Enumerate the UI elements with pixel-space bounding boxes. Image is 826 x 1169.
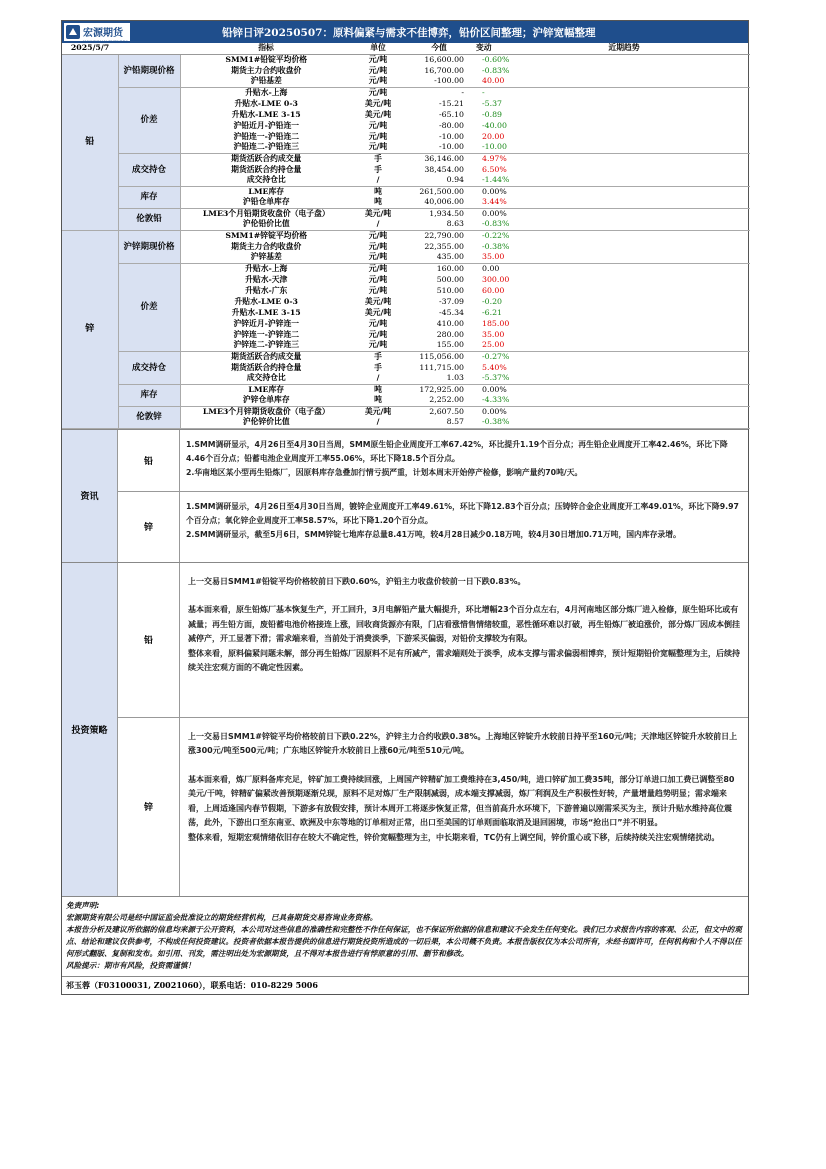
indicator-value: -100.00 — [404, 76, 474, 87]
table-row — [62, 384, 750, 395]
indicator-change: 5.40% — [482, 362, 507, 372]
indicator-value: 500.00 — [436, 274, 464, 284]
strategy-lead-para: 上一交易日SMM1#铅锭平均价格较前日下跌0.60%，沪铅主力收盘价较前一日下跌0.83%。 — [188, 576, 526, 586]
indicator-value: 2,607.50 — [429, 406, 464, 416]
indicator-name: 沪铅基差 — [180, 76, 352, 87]
indicator-unit: 手 — [374, 362, 382, 372]
indicator-name: 沪伦锌价比值 — [180, 417, 352, 428]
news-lead-line: 1.SMM调研显示，4月26日至4月30日当周，SMM原生铅企业周度开工率67.42%，环比提升1.19个百分点；再生铅企业周度开工率42.46%，环比下降4.46个百分点；铅蓄电池企业周度开工率55.06%，环比下降18.5个百分点。 — [186, 439, 728, 463]
col-value: 今值 — [404, 43, 474, 54]
indicator-value: -10.00 — [404, 142, 474, 153]
indicator-name: 期货活跃合约持仓量 — [231, 164, 302, 174]
strategy-zinc-para: 上一交易日SMM1#锌锭平均价格较前日下跌0.22%，沪锌主力合约收跌0.38%。上海地区锌锭升水较前日持平至160元/吨；天津地区锌锭升水较前日上涨300元/吨至500元/吨；广东地区锌锭升水较前日上涨60元/吨至510元/吨。 — [188, 731, 738, 755]
indicator-change: 25.00 — [474, 340, 750, 351]
indicator-value: 111,715.00 — [419, 362, 464, 372]
table-row — [62, 186, 750, 197]
indicator-unit: 元/吨 — [368, 285, 388, 295]
indicator-unit: 手 — [374, 351, 382, 361]
indicator-change: -0.83% — [482, 65, 510, 75]
indicator-name: 期货活跃合约成交量 — [231, 153, 302, 163]
strategy-lead-para: 整体来看，原料偏紧问题未解，部分再生铅炼厂因原料不足有所减产，需求端则处于淡季，成本支撑与需求偏弱相博弈，预计短期铅价宽幅整理为主，后续持续关注宏观方面的不确定性因素。 — [188, 648, 740, 672]
indicator-change: 20.00 — [482, 131, 505, 141]
indicator-name: LME库存 — [248, 384, 285, 394]
indicator-value: 22,355.00 — [424, 241, 464, 251]
indicator-value: 2,252.00 — [404, 395, 474, 406]
indicator-unit: 美元/吨 — [364, 296, 392, 306]
group-label: 库存 — [118, 186, 180, 208]
indicator-unit: 吨 — [352, 395, 404, 406]
indicator-unit: 元/吨 — [368, 65, 388, 75]
group-label: 沪锌期现价格 — [118, 230, 180, 263]
indicator-change: -5.37 — [482, 98, 502, 108]
strategy-lead-para: 基本面来看，原生铅炼厂基本恢复生产，开工回升，3月电解铅产量大幅提升，环比增幅23个百分点左右，4月河南地区部分炼厂进入检修，原生铅环比或有减量；再生铅方面，废铅蓄电池价格接连上涨，回收商货源亦有限，门店看涨惜售情绪较重，恶性循环难以打破，再生铅炼厂被迫涨价，部分炼厂因成本倒挂减停产，开工显著下滑；需求端来看，当前处于消费淡季，下游采买偏弱，对铅价支撑较为有限。 — [188, 605, 740, 643]
indicator-unit: 元/吨 — [352, 252, 404, 263]
indicator-unit: 手 — [374, 153, 382, 163]
indicator-unit: 元/吨 — [368, 318, 388, 328]
col-change: 变动 — [474, 43, 498, 54]
indicator-unit: / — [352, 417, 404, 428]
table-row — [62, 87, 750, 98]
news-zinc-line: 1.SMM调研显示，4月26日至4月30日当周，镀锌企业周度开工率49.61%，环比下降12.83个百分点；压铸锌合金企业周度开工率49.01%，环比下降9.97个百分点；氧化锌企业周度开工率58.57%，环比下降1.20个百分点。 — [186, 501, 739, 525]
indicator-change: - — [482, 87, 485, 97]
indicator-name: 沪锌连一-沪锌连二 — [233, 329, 300, 339]
table-row — [62, 351, 750, 362]
logo-text: 宏源期货 — [83, 27, 123, 39]
indicator-change: -0.38% — [482, 241, 510, 251]
report-header — [62, 21, 748, 43]
indicator-value: -10.00 — [439, 131, 464, 141]
indicator-change: -0.22% — [482, 230, 510, 240]
news-label: 资讯 — [62, 430, 118, 562]
analyst-contact: 祁玉蓉（F03100031, Z0021060），联系电话：010-8229 5006 — [62, 976, 748, 994]
indicator-name: 升贴水-天津 — [245, 274, 288, 284]
news-zinc — [118, 492, 748, 562]
indicator-change: -40.00 — [482, 120, 507, 130]
indicator-name: 成交持仓比 — [180, 373, 352, 384]
strategy-zinc — [118, 718, 748, 896]
group-label: 成交持仓 — [118, 351, 180, 384]
disclaimer-line: 风险提示：期市有风险，投资需谨慎！ — [66, 960, 196, 970]
indicator-unit: 元/吨 — [368, 230, 388, 240]
indicator-change: 35.00 — [482, 329, 505, 339]
indicator-name: LME3个月铅期货收盘价（电子盘） — [202, 208, 330, 218]
indicator-name: 沪铅连二-沪铅连三 — [180, 142, 352, 153]
disclaimer-line: 宏源期货有限公司是经中国证监会批准设立的期货经营机构，已具备期货交易咨询业务资格。 — [66, 912, 378, 922]
table-row — [62, 153, 750, 164]
indicator-change: 0.00 — [482, 263, 500, 273]
indicator-unit: 元/吨 — [352, 340, 404, 351]
strategy-zinc-para: 整体来看，短期宏观情绪依旧存在较大不确定性，锌价宽幅整理为主，中长期来看，TC仍有上调空间，锌价重心或下移，后续持续关注宏观情绪扰动。 — [188, 832, 720, 842]
indicator-name: 升贴水-LME 3-15 — [231, 109, 301, 119]
indicator-value: 1,934.50 — [429, 208, 464, 218]
indicator-unit: 元/吨 — [368, 329, 388, 339]
indicator-change: -6.21 — [482, 307, 502, 317]
indicator-name: 期货主力合约收盘价 — [231, 241, 302, 251]
indicator-value: 16,700.00 — [424, 65, 464, 75]
news-lead — [118, 430, 748, 492]
indicator-unit: 元/吨 — [368, 274, 388, 284]
indicator-value: - — [461, 87, 464, 97]
table-row — [62, 208, 750, 219]
group-label: 价差 — [118, 263, 180, 351]
indicator-name: 沪铅连一-沪铅连二 — [233, 131, 300, 141]
indicator-unit: 元/吨 — [368, 263, 388, 273]
indicator-change: -5.37% — [474, 373, 750, 384]
indicator-value: -15.21 — [439, 98, 464, 108]
indicator-change: 3.44% — [474, 197, 750, 208]
indicator-name: 沪伦铅价比值 — [180, 219, 352, 230]
indicator-name: 升贴水-上海 — [245, 263, 288, 273]
indicator-value: -45.34 — [439, 307, 464, 317]
logo-mark-icon — [66, 25, 80, 39]
indicator-name: 沪铅近月-沪铅连一 — [233, 120, 300, 130]
indicator-change: -0.27% — [482, 351, 510, 361]
col-trend: 近期趋势 — [498, 43, 750, 54]
indicator-change: 0.00% — [482, 406, 507, 416]
indicator-name: LME库存 — [248, 186, 285, 196]
indicator-change: -0.60% — [482, 54, 510, 64]
indicator-value: 280.00 — [436, 329, 464, 339]
news-zinc-label: 锌 — [118, 492, 180, 562]
indicator-change: 4.97% — [482, 153, 507, 163]
company-logo — [64, 23, 130, 44]
strategy-label: 投资策略 — [62, 563, 118, 896]
indicator-unit: 元/吨 — [368, 241, 388, 251]
group-label: 价差 — [118, 87, 180, 153]
indicator-unit: 元/吨 — [368, 131, 388, 141]
indicator-change: 6.50% — [482, 164, 507, 174]
strategy-zinc-text — [180, 718, 748, 896]
indicator-unit: / — [352, 373, 404, 384]
indicator-unit: / — [352, 175, 404, 186]
indicator-unit: 吨 — [374, 186, 382, 196]
group-label: 成交持仓 — [118, 153, 180, 186]
indicator-name: 升贴水-LME 3-15 — [231, 307, 301, 317]
indicator-unit: 吨 — [374, 384, 382, 394]
indicator-value: 38,454.00 — [424, 164, 464, 174]
indicator-name: 升贴水-LME 0-3 — [234, 98, 298, 108]
table-row — [62, 230, 750, 241]
group-label: 伦敦铅 — [118, 208, 180, 230]
news-zinc-line: 2.SMM调研显示，截至5月6日，SMM锌锭七地库存总量8.41万吨，较4月28日减少0.18万吨，较4月30日增加0.71万吨，国内库存录增。 — [186, 529, 681, 539]
indicator-value: 155.00 — [404, 340, 474, 351]
strategy-zinc-label: 锌 — [118, 718, 180, 896]
indicator-change: -0.89 — [482, 109, 502, 119]
indicator-change: -0.20 — [482, 296, 502, 306]
col-unit: 单位 — [352, 43, 404, 54]
indicator-unit: 元/吨 — [352, 76, 404, 87]
indicator-change: 0.00% — [482, 208, 507, 218]
indicator-change: -10.00 — [474, 142, 750, 153]
report-date: 2025/5/7 — [62, 43, 118, 54]
news-section — [62, 429, 748, 562]
indicator-unit: 吨 — [352, 197, 404, 208]
indicator-unit: 手 — [374, 164, 382, 174]
indicator-unit: 美元/吨 — [364, 109, 392, 119]
indicator-value: 261,500.00 — [419, 186, 464, 196]
indicator-change: 0.00% — [482, 186, 507, 196]
indicator-name: 沪锌近月-沪锌连一 — [233, 318, 300, 328]
indicator-unit: 美元/吨 — [364, 98, 392, 108]
indicator-change: -4.33% — [474, 395, 750, 406]
indicator-change: -1.44% — [474, 175, 750, 186]
indicator-change: -0.38% — [474, 417, 750, 428]
indicator-value: 16,600.00 — [424, 54, 464, 64]
indicator-value: 36,146.00 — [424, 153, 464, 163]
indicator-value: 160.00 — [436, 263, 464, 273]
indicator-name: 成交持仓比 — [180, 175, 352, 186]
section-label: 锌 — [62, 230, 118, 428]
table-row — [62, 406, 750, 417]
indicator-name: 期货活跃合约持仓量 — [231, 362, 302, 372]
indicator-unit: 元/吨 — [352, 142, 404, 153]
indicator-change: 185.00 — [482, 318, 510, 328]
indicator-unit: 元/吨 — [368, 120, 388, 130]
indicator-change: 0.00% — [482, 384, 507, 394]
indicator-name: 期货主力合约收盘价 — [231, 65, 302, 75]
indicator-name: 沪锌基差 — [180, 252, 352, 263]
indicator-change: -0.83% — [474, 219, 750, 230]
news-lead-text — [180, 430, 748, 491]
table-header-row — [62, 43, 750, 54]
indicator-unit: 美元/吨 — [364, 307, 392, 317]
group-label: 伦敦锌 — [118, 406, 180, 428]
indicator-name: 升贴水-LME 0-3 — [234, 296, 298, 306]
indicator-value: 0.94 — [404, 175, 474, 186]
news-zinc-text — [180, 492, 748, 562]
report-page — [61, 20, 749, 995]
section-label: 铅 — [62, 54, 118, 230]
indicator-value: -80.00 — [439, 120, 464, 130]
indicator-name: 升贴水-广东 — [245, 285, 288, 295]
indicator-value: 1.03 — [404, 373, 474, 384]
strategy-lead — [118, 563, 748, 718]
table-row — [62, 54, 750, 65]
indicator-unit: 美元/吨 — [364, 208, 392, 218]
indicator-name: 沪铅仓单库存 — [180, 197, 352, 208]
indicator-change: 60.00 — [482, 285, 505, 295]
indicator-name: SMM1#锌锭平均价格 — [225, 230, 308, 240]
indicator-change: 35.00 — [474, 252, 750, 263]
disclaimer-line: 本报告分析及建议所依据的信息均来源于公开资料，本公司对这些信息的准确性和完整性不作任何保证，也不保证所依据的信息和建议不会发生任何变化。我们已力求报告内容的客观、公正，但文中的观点、结论和建议仅供参考，不构成任何投资建议。投资者依据本报告提供的信息进行期货投资所造成的一切后果，本公司概不负责。本报告版权仅为本公司所有，未经书面许可，任何机构和个人不得以任何形式翻版、复制和发布。如引用、刊发，需注明出处为宏源期货，且不得对本报告进行有悖原意的引用、删节和修改。 — [66, 924, 742, 958]
indicator-name: 沪锌仓单库存 — [180, 395, 352, 406]
indicator-value: 8.57 — [404, 417, 474, 428]
news-lead-label: 铅 — [118, 430, 180, 491]
indicator-table — [62, 43, 750, 429]
report-title: 铅锌日评20250507：原料偏紧与需求不佳博弈，铅价区间整理；沪锌宽幅整理 — [222, 27, 596, 39]
strategy-lead-label: 铅 — [118, 563, 180, 717]
indicator-value: 22,790.00 — [424, 230, 464, 240]
indicator-value: 510.00 — [436, 285, 464, 295]
indicator-change: 40.00 — [474, 76, 750, 87]
indicator-name: 升贴水-上海 — [245, 87, 288, 97]
group-label: 沪铅期现价格 — [118, 54, 180, 87]
indicator-name: LME3个月锌期货收盘价（电子盘） — [202, 406, 330, 416]
indicator-value: -65.10 — [439, 109, 464, 119]
indicator-value: 172,925.00 — [419, 384, 464, 394]
indicator-value: 40,006.00 — [404, 197, 474, 208]
col-indicator: 指标 — [180, 43, 352, 54]
indicator-value: -37.09 — [439, 296, 464, 306]
indicator-name: 期货活跃合约成交量 — [231, 351, 302, 361]
indicator-value: 410.00 — [436, 318, 464, 328]
table-row — [62, 263, 750, 274]
strategy-section — [62, 562, 748, 896]
indicator-unit: 元/吨 — [368, 54, 388, 64]
news-lead-line: 2.华南地区某小型再生铅炼厂，因原料库存急叠加行情亏损严重，计划本周末开始停产检修，影响产量约70吨/天。 — [186, 467, 583, 477]
logo-subtext: HONGYUAN FUTURES — [83, 39, 129, 44]
group-label: 库存 — [118, 384, 180, 406]
indicator-change: 300.00 — [482, 274, 510, 284]
strategy-zinc-para: 基本面来看，炼厂原料备库充足，锌矿加工费持续回涨，上周国产锌精矿加工费维持在3,450/吨，进口锌矿加工费35吨，部分订单进口加工费已调整至80美元/干吨，锌精矿偏紧改善预期逐渐兑现，原料不足对炼厂生产限制减弱，成本端支撑减弱，炼厂利润及生产积极性好转，产量增量趋势明显；需求端来看，上周适逢国内春节假期，下游多有放假安排，预计本周开工将逐步恢复正常，但当前高升水环境下，下游普遍以刚需采买为主，预计升贴水维持高位震荡，此外，下游出口至东南亚、欧洲及中东等地的订单相对正常，出口至美国的订单则面临取消及退回困境，市场“抢出口”并不明显。 — [188, 774, 735, 827]
indicator-value: 115,056.00 — [419, 351, 464, 361]
strategy-lead-text — [180, 563, 748, 717]
indicator-value: 435.00 — [404, 252, 474, 263]
disclaimer — [62, 896, 748, 976]
indicator-unit: 元/吨 — [368, 87, 388, 97]
disclaimer-title: 免责声明: — [66, 900, 100, 910]
indicator-unit: 美元/吨 — [364, 406, 392, 416]
indicator-name: 沪锌连二-沪锌连三 — [180, 340, 352, 351]
indicator-unit: / — [352, 219, 404, 230]
indicator-value: 8.63 — [404, 219, 474, 230]
indicator-name: SMM1#铅锭平均价格 — [225, 54, 308, 64]
